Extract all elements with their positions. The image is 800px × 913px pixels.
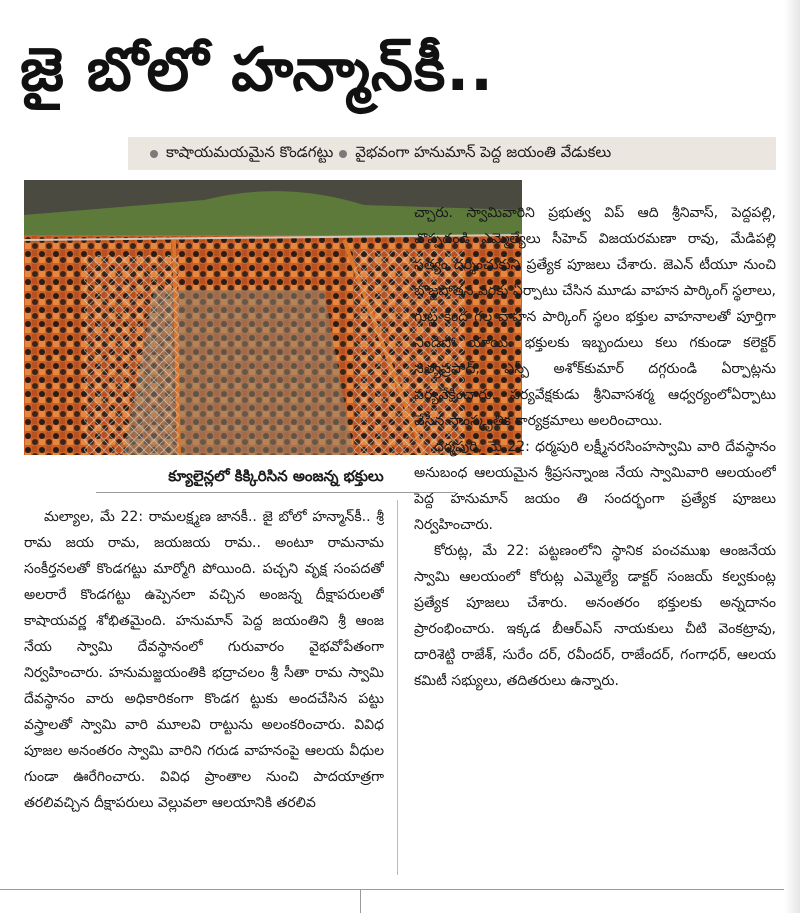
next-article-fragment-left bbox=[70, 903, 290, 913]
bullet-dot-icon bbox=[339, 150, 347, 158]
article-paragraph: ధర్మపురి, మే 22: ధర్మపురి లక్ష్మీనరసింహస్వామి వారి దేవస్థానం అనుబంధ ఆలయమైన శ్రీప్రసన్నాంజ నేయ స్వామివారి ఆలయంలో పెద్ద హనుమాన్ జయం తి సందర్భంగా ప్రత్యేక పూజలు నిర్వహించారు. bbox=[414, 439, 776, 533]
article-column-right bbox=[414, 200, 776, 880]
subhead-band bbox=[128, 137, 776, 170]
subhead-item-2: వైభవంగా హనుమాన్ పెద్ద జయంతి వేడుకలు bbox=[355, 142, 612, 161]
bullet-dot-icon bbox=[150, 150, 158, 158]
article-paragraph: మల్యాల, మే 22: రామలక్ష్మణ జానకీ.. జై బోలో హన్మాన్‌కీ.. శ్రీ రామ జయ రామ, జయజయ రామ.. అంటూ రామనామ సంకీర్తనలతో కొండగట్టు మార్మోగి పోయింది. పచ్చని వృక్ష సంపదతో అలరారే కొండగట్టు ఉప్పెనలా వచ్చిన అంజన్న దీక్షాపరులతో కాషాయవర్ణ శోభితమైంది. హనుమాన్ పెద్ద జయంతిని శ్రీ ఆంజ నేయ స్వామి దేవస్థానంలో గురువారం వైభవోపేతంగా నిర్వహించారు. హనుమజ్జయంతికి భద్రాచలం శ్రీ సీతా రామ స్వామి దేవస్థానం వారు అధికారికంగా కొండగ ట్టుకు అందచేసిన పట్టు వస్త్రాలతో స్వామి వారి మూలవి రాట్టును అలంకరించారు. వివిధ పూజల అనంతరం స్వామి వారిని గరుడ వాహనంపై ఆలయ వీధుల గుండా ఊరేగించారు. వివిధ ప్రాంతాల నుంచి పాదయాత్రగా తరలివచ్చిన దీక్షాపరులు వెల్లువలా ఆలయానికి తరలివ bbox=[24, 509, 384, 811]
bottom-column-divider bbox=[360, 890, 361, 913]
article-paragraph: కోరుట్ల, మే 22: పట్టణంలోని స్థానిక పంచముఖ ఆంజనేయ స్వామి ఆలయంలో కోరుట్ల ఎమ్మెల్యే డాక్టర్ సంజయ్ కల్వకుంట్ల ప్రత్యేక పూజలు చేశారు. అనంతరం భక్తులకు అన్నదానం ప్రారంభించారు. ఇక్కడ బీఆర్ఎస్ నాయకులు చీటి వెంకట్రావు, దారిశెట్టి రాజేశ్, సురేం దర్, రవీందర్, రాజేందర్, గంగాధర్, ఆలయ కమిటీ సభ్యులు, తదితరులు ఉన్నారు. bbox=[414, 543, 776, 689]
subhead-item-1: కాషాయమయమైన కొండగట్టు bbox=[166, 142, 334, 161]
caption-rule bbox=[96, 492, 456, 493]
page-edge-shadow bbox=[784, 0, 800, 913]
page-bottom-rule bbox=[0, 889, 800, 890]
column-divider bbox=[397, 500, 398, 875]
headline: జై బోలో హన్మాన్‌కీ.. bbox=[20, 35, 494, 105]
article-column-left bbox=[24, 504, 384, 876]
article-paragraph: చ్చారు. స్వామివారిని ప్రభుత్వ విప్ ఆది శ్రీనివాస్, పెద్దపల్లి, చొప్పదండి ఎమ్మెల్యేలు సీహెచ్ విజయరమణా రావు, మేడిపల్లి సత్యం దర్శించుకుని ప్రత్యేక పూజలు చేశారు. జెఎన్ టీయూ నుంచి బొజ్జపోతన వరకు ఏర్పాటు చేసిన మూడు వాహన పార్కింగ్ స్థలాలు, గుట్ట కింద గల వాహన పార్కింగ్ స్థలం భక్తుల వాహనాలతో పూర్తిగా నిండిపో యాయి. భక్తులకు ఇబ్బందులు కలు గకుండా కలెక్టర్ సత్యప్రసాద్, ఎస్పీ అశోక్‌కుమార్ దగ్గరుండి ఏర్పాట్లను పర్యవేక్షించారు. పర్యవేక్షకుడు శ్రీనివాసశర్మ ఆధ్వర్యంలోఏర్పాటు చేసిన సాంస్కృతిక కార్యక్రమాలు అలరించాయి. bbox=[414, 205, 776, 429]
next-article-fragment-right bbox=[380, 903, 640, 913]
photo-caption: క్యూలైన్లలో కిక్కిరిసిన అంజన్న భక్తులు bbox=[168, 467, 384, 485]
